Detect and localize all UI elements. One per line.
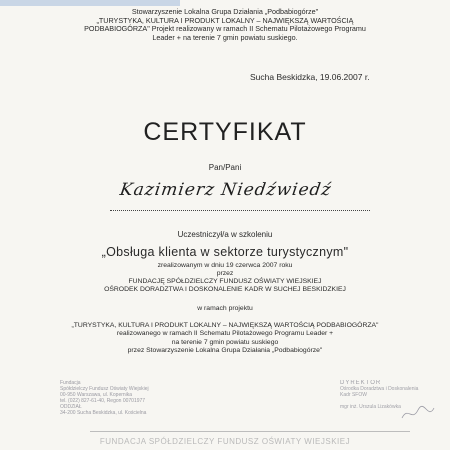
training-by-line: przez — [216, 270, 234, 277]
top-color-band — [0, 0, 450, 6]
project-line-2: realizowanego w ramach II Schematu Pilotażowego Programu Leader + — [116, 330, 334, 338]
stamp-left-line-5: ODDZIAŁ — [60, 404, 82, 410]
issue-date: Sucha Beskidzka, 19.06.2007 r. — [250, 72, 370, 82]
certificate-header — [20, 8, 430, 42]
stamp-right-line-3: mgr inż. Urszula Lizakówka — [340, 404, 401, 410]
stamp-left-line-1: Fundacja — [60, 380, 81, 386]
participated-text: Uczestniczył/a w szkoleniu — [177, 230, 273, 239]
project-details — [20, 322, 430, 356]
stamp-left-line-6: 34-200 Sucha Beskidzka, ul. Kościelna — [60, 410, 147, 416]
header-line-4: Leader + na terenie 7 gmin powiatu suskiego. — [152, 32, 298, 42]
course-title: „Obsługa klienta w sektorze turystycznym" — [101, 245, 349, 259]
training-center-line: OŚRODEK DORADZTWA I DOSKONALENIE KADR W SUCHEJ BESKIDZKIEJ — [104, 286, 346, 293]
recipient-name: Kazimierz Niedźwiedź — [118, 180, 333, 200]
stamp-right-line-2: Ośrodka Doradztwa i Doskonalenia Kadr SFOW — [340, 386, 419, 398]
training-foundation-line: FUNDACJĘ SPÓŁDZIELCZY FUNDUSZ OŚWIATY WIEJSKIEJ — [128, 278, 322, 285]
header-line-2: „TURYSTYKA, KULTURA I PRODUKT LOKALNY – NAJWIĘKSZĄ WARTOŚCIĄ — [96, 15, 354, 25]
stamp-left-line-4: tel. (022) 827-61-40, Regon 00701977 — [60, 398, 146, 404]
certificate-title: CERTYFIKAT — [143, 118, 307, 146]
foundation-stamp — [60, 380, 165, 432]
header-line-3: PODBABIOGÓRZA" Projekt realizowany w ramach II Schematu Pilotażowego Programu — [84, 24, 366, 34]
training-date-line: zrealizowanym w dniu 19 czerwca 2007 roku — [157, 262, 293, 269]
stamp-left-line-2: Spółdzielczy Fundusz Oświaty Wiejskiej — [60, 386, 149, 392]
footer-text: FUNDACJA SPÓŁDZIELCZY FUNDUSZ OŚWIATY WIEJSKIEJ — [99, 437, 351, 446]
signature-scribble — [400, 400, 440, 426]
stamp-left-line-3: 00-950 Warszawa, ul. Kopernika — [60, 392, 133, 398]
stamp-right-line-1: DYREKTOR — [340, 380, 382, 386]
salutation: Pan/Pani — [208, 163, 242, 172]
header-line-1: Stowarzyszenie Lokalna Grupa Działania „Podbabiogórze" — [131, 7, 319, 16]
project-line-3: na terenie 7 gmin powiatu suskiego — [171, 338, 279, 346]
project-line-1: „TURYSTYKA, KULTURA I PRODUKT LOKALNY – NAJWIĘKSZĄ WARTOŚCIĄ PODBABIOGÓRZA" — [71, 322, 379, 329]
bottom-divider — [90, 431, 410, 432]
within-project-text: w ramach projektu — [197, 305, 253, 312]
training-details — [20, 262, 430, 294]
project-line-4: przez Stowarzyszenie Lokalna Grupa Działania „Podbabiogórze" — [127, 347, 323, 355]
